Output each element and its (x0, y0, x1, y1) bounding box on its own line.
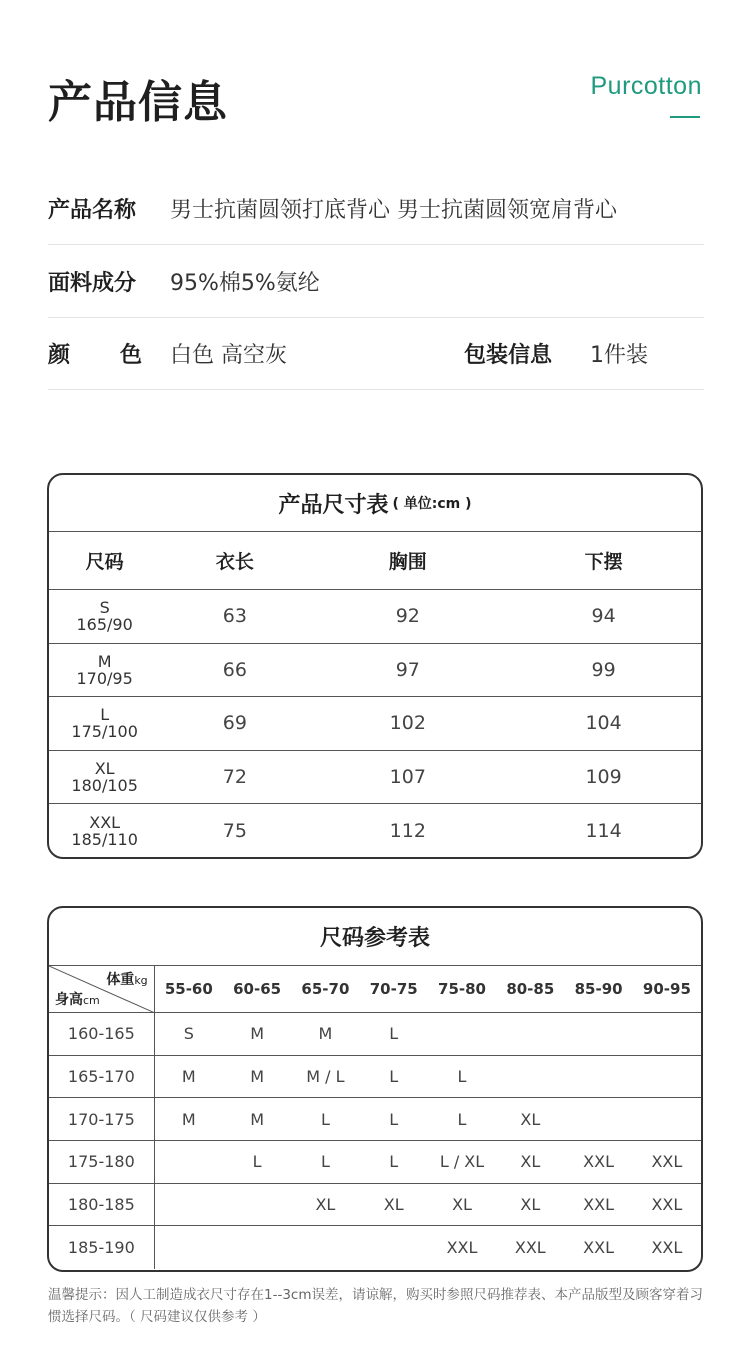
size-recommendation-cell: L (320, 1109, 330, 1129)
size-recommendation-cell: L (457, 1109, 467, 1129)
height-range-cell: 160-165 (49, 1013, 155, 1055)
size-recommendation-cell: M (181, 1109, 196, 1129)
size-recommendation-cell: M (318, 1024, 333, 1044)
table-row: XL 180/105 72 107 109 (49, 751, 701, 805)
info-value-name: 男士抗菌圆领打底背心 男士抗菌圆领宽肩背心 (170, 197, 617, 223)
size-recommendation-cell: L (389, 1109, 399, 1129)
size-recommendation-cell: XXL (514, 1238, 546, 1258)
table-row (49, 1184, 701, 1227)
height-header: 身高cm (55, 991, 100, 1008)
size-recommendation-cell: XXL (651, 1238, 683, 1258)
size-recommendation-cell: XXL (651, 1152, 683, 1172)
brand-underline (670, 116, 700, 118)
size-recommendation-cell: XXL (651, 1195, 683, 1215)
info-label-color: 颜 色 (48, 342, 142, 368)
height-range-cell: 175-180 (49, 1141, 155, 1183)
size-recommendation-cell: XXL (583, 1238, 615, 1258)
table-row (49, 1098, 701, 1141)
weight-col: 70-75 (369, 980, 418, 998)
size-recommendation-cell: M (250, 1024, 265, 1044)
size-note: 温馨提示：因人工制造成衣尺寸存在1--3cm误差，请谅解，购买时参照尺码推荐表、本产品版型及顾客穿着习惯选择尺码。（ 尺码建议仅供参考 ） (48, 1287, 703, 1325)
size-recommendation-cell: L (320, 1152, 330, 1172)
table-row: S 165/90 63 92 94 (49, 590, 701, 644)
size-recommendation-cell: XL (383, 1195, 404, 1215)
size-recommendation-cell: XL (315, 1195, 336, 1215)
table-row (49, 1013, 701, 1056)
size-recommendation-cell: M (250, 1067, 265, 1087)
height-range-cell: 180-185 (49, 1184, 155, 1226)
size-table (47, 473, 703, 859)
size-recommendation-cell: XXL (446, 1238, 478, 1258)
size-table-title: 产品尺寸表 ( 单位:cm ) (49, 475, 701, 532)
weight-col: 55-60 (164, 980, 213, 998)
weight-col: 75-80 (438, 980, 486, 998)
size-table-header: 尺码 衣长 胸围 下摆 (49, 532, 701, 590)
info-value-fabric: 95%棉5%氨纶 (170, 270, 320, 296)
height-range-cell: 170-175 (49, 1098, 155, 1140)
height-range-cell: 185-190 (49, 1226, 155, 1269)
table-row (49, 1141, 701, 1184)
size-recommendation-cell: S (183, 1024, 194, 1044)
info-value-color: 白色 高空灰 (170, 342, 287, 368)
size-recommendation-cell: M (250, 1109, 265, 1129)
size-recommendation-cell: XL (452, 1195, 472, 1215)
info-label-fabric: 面料成分 (48, 270, 137, 296)
size-recommendation-cell: L (252, 1152, 262, 1172)
size-recommendation-cell: L (389, 1024, 399, 1044)
info-row-name (48, 172, 704, 245)
table-row (49, 1226, 701, 1269)
weight-col: 85-90 (574, 980, 623, 998)
size-recommendation-cell: XL (520, 1195, 541, 1215)
size-recommendation-cell: XL (520, 1109, 541, 1129)
info-row-fabric (48, 245, 704, 318)
size-recommendation-cell: L (457, 1067, 467, 1087)
size-recommendation-cell: L (389, 1152, 399, 1172)
ref-corner-cell (49, 966, 155, 1013)
info-label-name: 产品名称 (48, 197, 137, 223)
size-recommendation-cell: L / XL (439, 1152, 485, 1172)
brand-logo: Purcotton (590, 72, 702, 100)
size-recommendation-cell: M / L (306, 1067, 345, 1087)
info-label-pack: 包装信息 (464, 342, 553, 368)
size-recommendation-cell: XL (520, 1152, 541, 1172)
table-row: XXL 185/110 75 112 114 (71, 812, 622, 849)
weight-col: 80-85 (506, 980, 555, 998)
ref-table (47, 906, 703, 1272)
size-recommendation-cell: XXL (583, 1195, 615, 1215)
table-row: L 175/100 69 102 104 (49, 697, 701, 751)
weight-col: 60-65 (233, 980, 282, 998)
info-value-pack: 1件装 (590, 342, 648, 368)
page-title: 产品信息 (48, 77, 228, 128)
weight-col: 90-95 (642, 980, 691, 998)
size-recommendation-cell: L (389, 1067, 399, 1087)
weight-col: 65-70 (301, 980, 350, 998)
ref-table-header (49, 966, 701, 1013)
size-table-unit: ( 单位:cm ) (392, 496, 472, 512)
ref-table-body (49, 1013, 701, 1269)
size-recommendation-cell: XXL (583, 1152, 615, 1172)
table-row: M 170/95 66 97 99 (49, 644, 701, 698)
weight-header: 体重kg (106, 971, 148, 988)
size-recommendation-cell: M (181, 1067, 196, 1087)
ref-table-title: 尺码参考表 (49, 908, 701, 966)
height-range-cell: 165-170 (49, 1056, 155, 1098)
info-row-color (48, 317, 704, 390)
table-row (49, 1056, 701, 1099)
